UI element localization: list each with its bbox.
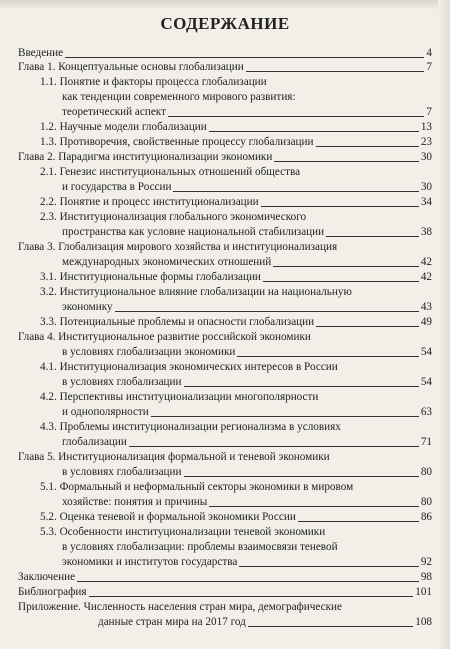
leader-line — [316, 146, 419, 147]
toc-entry-last-line — [40, 435, 432, 450]
page-number: 4 — [426, 47, 432, 59]
page-number: 101 — [415, 586, 432, 598]
toc-entry-line: как тенденции современного мирового развития: — [62, 91, 296, 103]
leader-line — [239, 566, 418, 567]
toc-entry-line: Глава 5. Институционализация формальной и теневой экономики — [18, 451, 330, 463]
toc-entry — [18, 330, 432, 360]
page-number: 23 — [420, 136, 432, 148]
toc-entry — [18, 600, 432, 630]
toc-entry-line: 3.1. Институциональные формы глобализации — [40, 271, 261, 283]
toc-entry-last-line — [18, 150, 432, 165]
page-number: 34 — [420, 196, 432, 208]
toc-entry-line: 5.2. Оценка теневой и формальной экономики России — [40, 511, 296, 523]
toc-entry-line: хозяйстве: понятия и причины — [62, 496, 208, 508]
leader-line — [173, 191, 418, 192]
toc-entry-line: Глава 3. Глобализация мирового хозяйства и институционализация — [18, 241, 338, 253]
page-number: 98 — [420, 571, 432, 583]
toc-entry-line: Глава 1. Концептуальные основы глобализации — [18, 61, 244, 73]
toc-entry-line: в условиях глобализации — [62, 376, 182, 388]
leader-line — [151, 416, 419, 417]
toc-entry-last-line — [18, 60, 432, 75]
toc-entry-last-line — [18, 46, 432, 61]
leader-line — [237, 356, 418, 357]
toc-entry — [18, 585, 432, 600]
page-number: 80 — [420, 496, 432, 508]
toc-entry-line: и государства в России — [62, 181, 172, 193]
toc-entry — [40, 195, 432, 210]
toc-entry — [40, 360, 432, 390]
leader-line — [65, 57, 424, 58]
toc-entry-last-line — [40, 135, 432, 150]
leader-line — [115, 311, 419, 312]
toc-entry-last-line — [40, 375, 432, 390]
leader-line — [129, 446, 419, 447]
toc-entry-last-line — [18, 345, 432, 360]
toc-entry-last-line — [40, 405, 432, 420]
toc-entry — [40, 135, 432, 150]
leader-line — [246, 71, 425, 72]
leader-line — [168, 116, 424, 117]
page-edge-shadow — [0, 0, 450, 10]
page-number: 49 — [420, 316, 432, 328]
toc-entry-line: в условиях глобализации экономики — [62, 346, 236, 358]
leader-line — [248, 626, 413, 627]
toc-entry-last-line — [18, 615, 432, 630]
toc-entry-line: 2.1. Генезис институциональных отношений общества — [40, 166, 301, 178]
toc-entry-line: экономику — [62, 301, 113, 313]
toc-entry-line: 1.2. Научные модели глобализации — [40, 121, 207, 133]
toc-entry-last-line — [40, 105, 432, 120]
toc-entry-line: глобализации — [62, 436, 127, 448]
toc-entry-line: 5.3. Особенности институционализации теневой экономики — [40, 526, 326, 538]
page-number: 54 — [420, 346, 432, 358]
toc-entry-line: и однополярности — [62, 406, 149, 418]
page-spine-shadow — [438, 0, 450, 649]
toc-entry-line: 1.1. Понятие и факторы процесса глобализации — [40, 76, 267, 88]
toc-entry-line: 4.1. Институционализация экономических интересов в России — [40, 361, 338, 373]
toc-entry-last-line — [40, 180, 432, 195]
toc-entry-last-line — [18, 585, 432, 600]
toc-entry — [18, 450, 432, 480]
toc-entry-line: теоретический аспект — [62, 106, 166, 118]
page-number: 86 — [420, 511, 432, 523]
toc-entry — [40, 285, 432, 315]
toc-entry-last-line — [40, 270, 432, 285]
toc-entry-last-line — [40, 300, 432, 315]
toc-entry-last-line — [40, 495, 432, 510]
leader-line — [184, 386, 419, 387]
toc-entry-line: 4.2. Перспективы институционализации многополярности — [40, 391, 319, 403]
toc-entry — [40, 210, 432, 240]
leader-line — [209, 506, 419, 507]
page-number: 7 — [426, 106, 432, 118]
leader-line — [89, 596, 414, 597]
page-number: 42 — [420, 256, 432, 268]
toc-entry-line: 2.2. Понятие и процесс институционализации — [40, 196, 259, 208]
page-number: 7 — [426, 61, 432, 73]
page-number: 43 — [420, 301, 432, 313]
page-number: 13 — [420, 121, 432, 133]
toc-entry-line: Глава 2. Парадигма институционализации экономики — [18, 151, 273, 163]
toc-entry — [40, 270, 432, 285]
toc-entry — [40, 390, 432, 420]
toc-entry — [18, 150, 432, 165]
toc-entry-line: международных экономических отношений — [62, 256, 272, 268]
page-number: 80 — [420, 466, 432, 478]
toc-entry-line: 3.2. Институциональное влияние глобализации на национальную — [40, 286, 352, 298]
toc-entry — [18, 46, 432, 61]
toc-entry-line: в условиях глобализации: проблемы взаимосвязи теневой — [62, 541, 338, 553]
toc-entry — [40, 120, 432, 135]
toc-entry-last-line — [40, 510, 432, 525]
toc-entry-last-line — [40, 315, 432, 330]
leader-line — [263, 281, 419, 282]
page-number: 30 — [420, 151, 432, 163]
toc-entry-line: экономики и институтов государства — [62, 556, 238, 568]
leader-line — [274, 161, 418, 162]
toc-entry — [18, 240, 432, 270]
toc-entry-line: 1.3. Противоречия, свойственные процессу глобализации — [40, 136, 314, 148]
toc-entry — [40, 165, 432, 195]
toc-entry-line: 2.3. Институционализация глобального экономического — [40, 211, 307, 223]
leader-line — [209, 131, 419, 132]
toc-entry-line: 4.3. Проблемы институционализации регионализма в условиях — [40, 421, 341, 433]
toc-entry — [40, 75, 432, 120]
toc-entry — [40, 480, 432, 510]
page-title: СОДЕРЖАНИЕ — [160, 14, 290, 33]
leader-line — [316, 326, 419, 327]
toc-entry-line: данные стран мира на 2017 год — [98, 616, 246, 628]
toc-entry-last-line — [18, 465, 432, 480]
toc-entry-line: Заключение — [18, 571, 76, 583]
toc-entry-line: Библиография — [18, 586, 87, 598]
toc-entry-last-line — [18, 570, 432, 585]
leader-line — [77, 581, 419, 582]
page-number: 54 — [420, 376, 432, 388]
toc-entry-line: Введение — [18, 47, 64, 59]
toc-entry-line: в условиях глобализации — [62, 466, 182, 478]
toc-entry-line: 3.3. Потенциальные проблемы и опасности глобализации — [40, 316, 315, 328]
page-number: 42 — [420, 271, 432, 283]
toc-entry-line: Приложение. Численность населения стран мира, демографические — [18, 601, 342, 613]
toc-entry-line: Глава 4. Институциональное развитие российской экономики — [18, 331, 311, 343]
toc-entry-last-line — [18, 255, 432, 270]
page-number: 30 — [420, 181, 432, 193]
toc-entry — [40, 420, 432, 450]
toc-entry-last-line — [40, 120, 432, 135]
toc-entry-last-line — [40, 195, 432, 210]
toc-entry — [18, 60, 432, 75]
toc-entry-last-line — [40, 555, 432, 570]
toc-entry — [40, 315, 432, 330]
leader-line — [298, 521, 419, 522]
toc-entry-last-line — [40, 225, 432, 240]
page-number: 108 — [415, 616, 432, 628]
toc-entry-line: пространства как условие национальной стабилизации — [62, 226, 325, 238]
leader-line — [261, 206, 419, 207]
toc-entry-line: 5.1. Формальный и неформальный секторы экономики в мировом — [40, 481, 354, 493]
leader-line — [184, 476, 419, 477]
leader-line — [273, 266, 419, 267]
page-number: 63 — [420, 406, 432, 418]
toc-entry — [40, 525, 432, 570]
page-number: 71 — [420, 436, 432, 448]
toc-entry — [18, 570, 432, 585]
page-number: 92 — [420, 556, 432, 568]
leader-line — [326, 236, 419, 237]
toc-entry — [40, 510, 432, 525]
page-number: 38 — [420, 226, 432, 238]
